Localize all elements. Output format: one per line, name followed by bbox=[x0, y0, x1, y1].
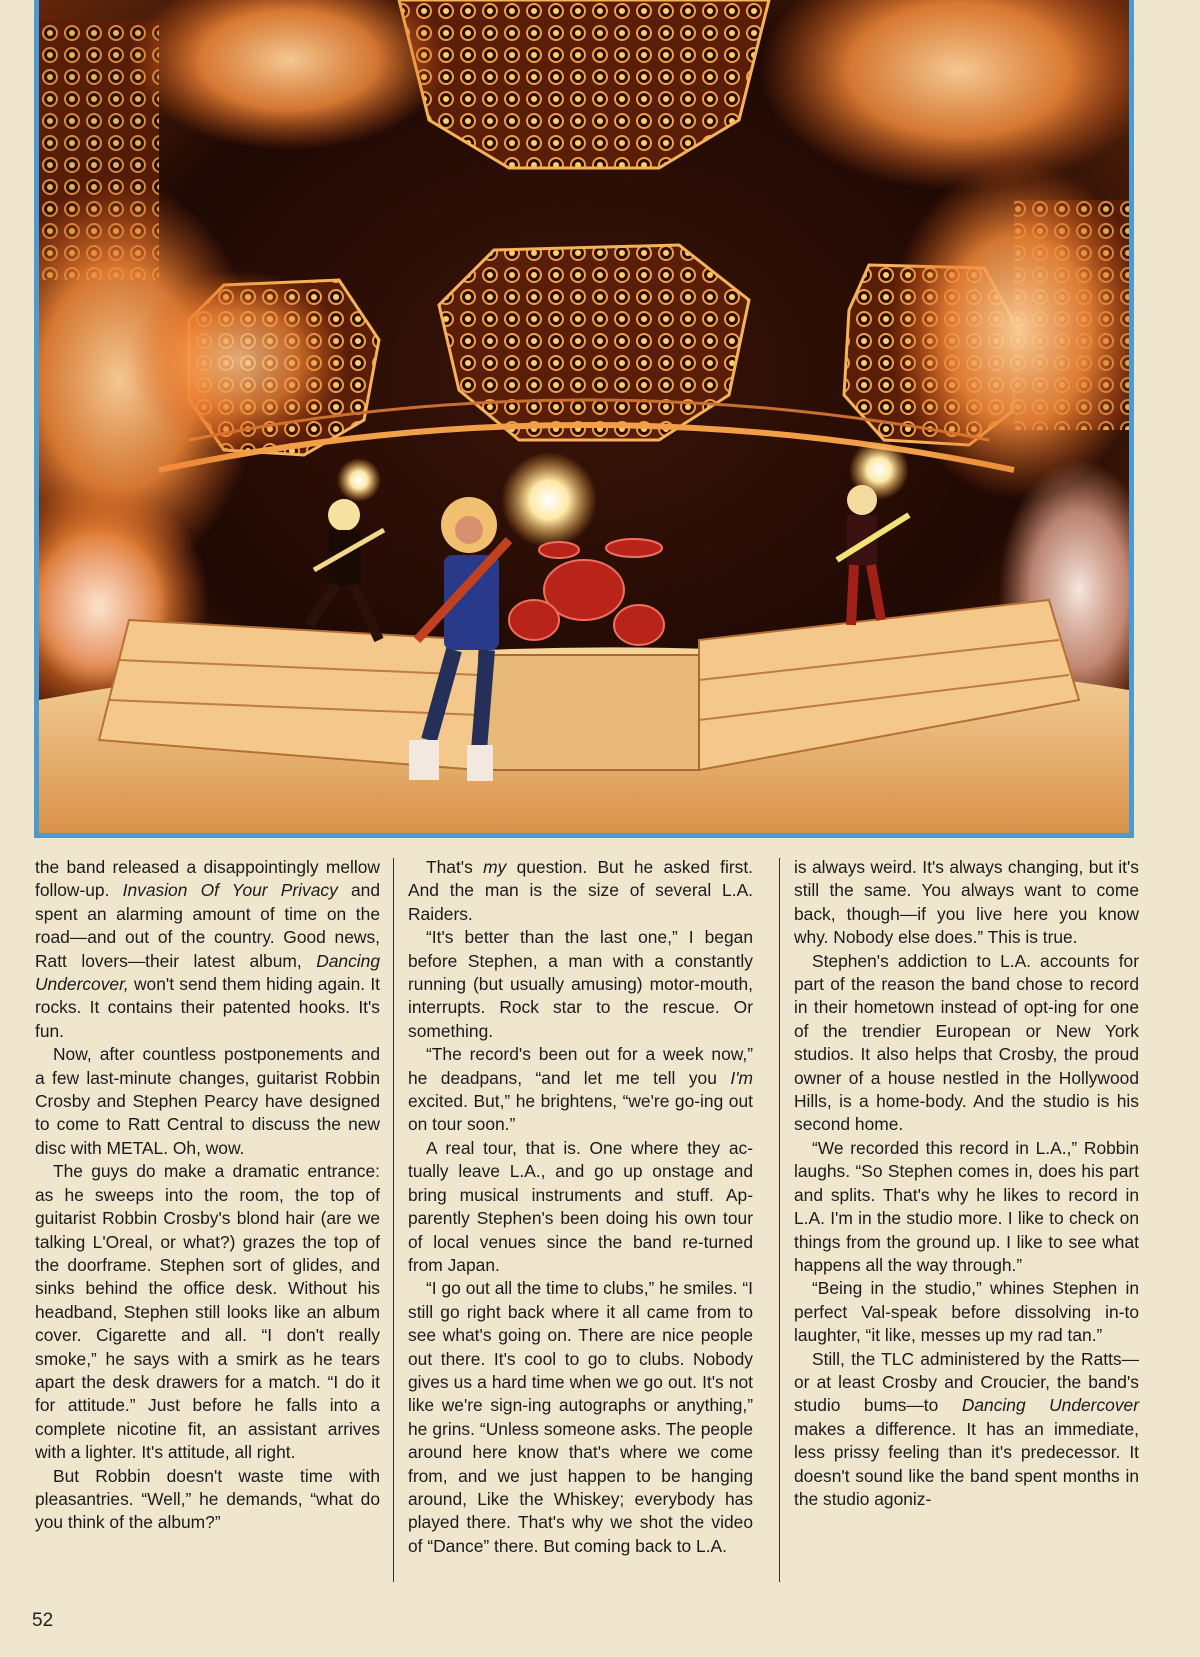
text-run: question. But he asked first. And the man is the size of several L.A. Raiders. bbox=[408, 857, 753, 924]
paragraph bbox=[794, 856, 1139, 950]
paragraph bbox=[35, 1465, 380, 1535]
text-run: The guys do make a dramatic entrance: as he sweeps into the room, the top of guitarist Robbin Crosby's blond hair (are we talking L'Oreal, or what?) grazes the top of the doorframe. Stephen sort of glides, and sinks behind the office desk. Without his headband, Stephen still looks like an album cover. Cigarette and all. “I don't really smoke,” he says with a smirk as he tears apart the desk drawers for a match. “I do it for attitude.” Just before he falls into a complete nicotine fit, an assistant arrives with a lighter. It's attitude, all right. bbox=[35, 1161, 380, 1463]
text-run: won't send them hiding again. It rocks. It contains their patented hooks. It's fun. bbox=[35, 974, 380, 1041]
text-run: A real tour, that is. One where they ac-tually leave L.A., and go up onstage and bring musical instruments and stuff. Ap-parently Stephen's been doing his own tour of local venues since the band re-turned from Japan. bbox=[408, 1137, 753, 1275]
text-run: “The record's been out for a week now,” he deadpans, “and let me tell you bbox=[408, 1044, 753, 1088]
italic-text: I'm bbox=[730, 1067, 753, 1088]
text-run: is always weird. It's always changing, but it's still the same. You always want to come back, though—if you live here you know why. Nobody else does.” This is true. bbox=[794, 857, 1139, 948]
italic-text: my bbox=[483, 857, 507, 877]
text-run: “Being in the studio,” whines Stephen in perfect Val-speak before dissolving in-to laughter, “it like, messes up my rad tan.” bbox=[794, 1278, 1139, 1346]
italic-text: Dancing Undercover, bbox=[35, 950, 380, 995]
paragraph bbox=[794, 1348, 1139, 1512]
article-column-3 bbox=[794, 856, 1139, 1511]
paragraph bbox=[35, 1160, 380, 1464]
italic-text: Dancing Undercover bbox=[961, 1395, 1139, 1416]
paragraph bbox=[794, 1137, 1139, 1277]
paragraph bbox=[794, 950, 1139, 1137]
paragraph bbox=[408, 856, 753, 926]
text-run: But Robbin doesn't waste time with pleasantries. “Well,” he demands, “what do you think of the album?” bbox=[35, 1465, 380, 1533]
article-column-2 bbox=[408, 856, 753, 1558]
paragraph bbox=[408, 926, 753, 1043]
column-divider bbox=[779, 858, 780, 1582]
concert-stage-illustration bbox=[39, 0, 1129, 833]
paragraph bbox=[35, 856, 380, 1043]
page-number: 52 bbox=[32, 1610, 54, 1631]
paragraph bbox=[408, 1043, 753, 1137]
concert-photo bbox=[34, 0, 1134, 838]
text-run: Now, after countless postponements and a few last-minute changes, guitarist Robbin Crosby and Stephen Pearcy have designed to come to Ratt Central to discuss the new disc with METAL. Oh, wow. bbox=[35, 1044, 380, 1158]
paragraph bbox=[35, 1043, 380, 1160]
paragraph bbox=[408, 1277, 753, 1558]
text-run: excited. But,” he brightens, “we're go-ing out on tour soon.” bbox=[408, 1091, 753, 1135]
paragraph bbox=[408, 1137, 753, 1277]
text-run: “We recorded this record in L.A.,” Robbin laughs. “So Stephen comes in, does his part and splits. That's why he likes to record in L.A. I'm in the studio more. I like to check on things from the ground up. I like to see what happens all the way through.” bbox=[794, 1137, 1139, 1275]
text-run: the band released a disappointingly mellow follow-up. bbox=[35, 857, 380, 901]
text-run: “It's better than the last one,” I began before Stephen, a man with a constantly running (but usually amusing) motor-mouth, interrupts. Rock star to the rescue. Or something. bbox=[408, 927, 753, 1041]
text-run: Still, the TLC administered by the Ratts—or at least Crosby and Croucier, the band's studio bums—to bbox=[794, 1348, 1139, 1416]
text-run: and spent an alarming amount of time on the road—and out of the country. Good news, Ratt lovers—their latest album, bbox=[35, 880, 380, 971]
paragraph bbox=[794, 1277, 1139, 1347]
column-divider bbox=[393, 858, 394, 1582]
text-run: makes a difference. It has an immediate, less prissy feeling than it's predecessor. It doesn't sound like the band spent months in the studio agoniz- bbox=[794, 1418, 1139, 1509]
text-run: “I go out all the time to clubs,” he smiles. “I still go right back where it all came from to see what's going on. There are nice people out there. It's cool to go to clubs. Nobody gives us a hard time when we go out. It's not like we're sign-ing autographs or anything,” he grins. “Unless someone asks. The people around here know that's where we come from, and we just happen to be hanging around, Like the Whiskey; everybody has played there. That's why we shot the video of “Dance” there. But coming back to L.A. bbox=[408, 1278, 753, 1556]
article-column-1 bbox=[35, 856, 380, 1535]
italic-text: Invasion Of Your Privacy bbox=[122, 880, 338, 901]
text-run: That's bbox=[426, 857, 484, 877]
text-run: Stephen's addiction to L.A. accounts for part of the reason the band chose to record in their hometown instead of opt-ing for one of the trendier European or New York studios. It also helps that Crosby, the proud owner of a house nestled in the Hollywood Hills, is a home-body. And the studio is his second home. bbox=[794, 950, 1139, 1135]
